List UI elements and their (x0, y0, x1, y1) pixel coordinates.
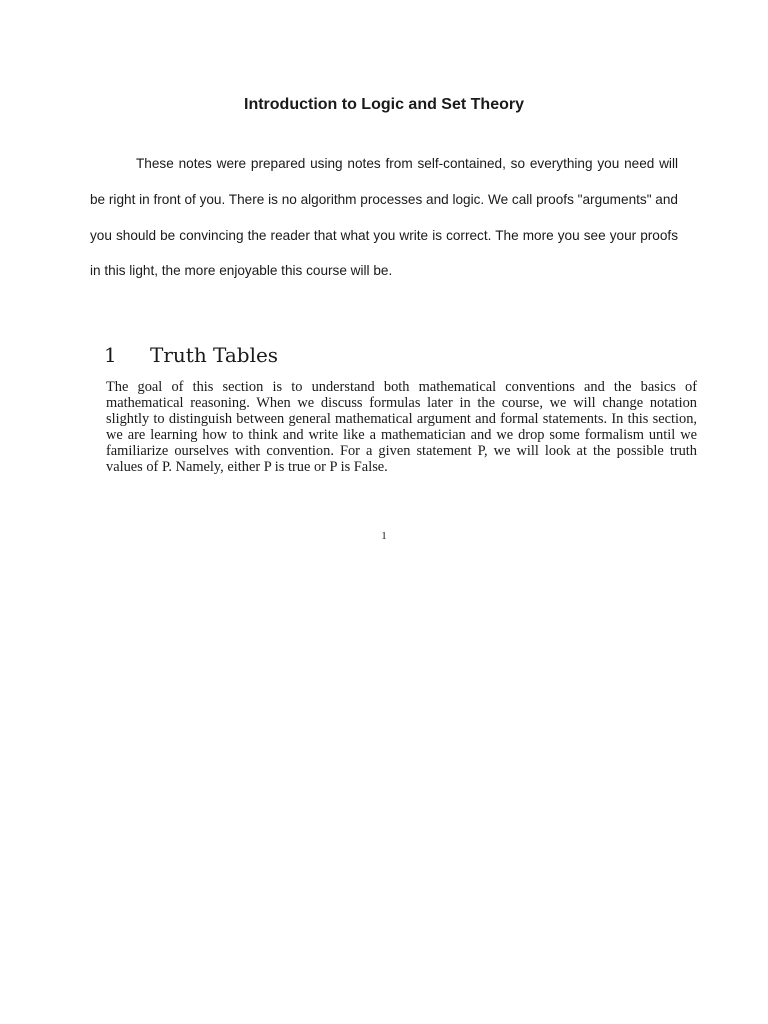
intro-paragraph: These notes were prepared using notes from self-contained, so everything you need will be right in front of you. There is no algorithm processes and logic. We call proofs "arguments" and you should be convincing the reader that what you write is correct. The more you see your proofs in this light, the more enjoyable this course will be. (90, 156, 678, 279)
section-body-paragraph: The goal of this section is to understand both mathematical conventions and the basics of mathematical reasoning. When we discuss formulas later in the course, we will change notation slightly to distinguish between general mathematical argument and formal statements. In this section, we are learning how to think and write like a mathematician and we drop some formalism until we familiarize ourselves with convention. For a given statement P, we will look at the possible truth values of P. Namely, either P is true or P is False. (106, 379, 697, 475)
page-number: 1 (381, 530, 387, 542)
section-number: 1 (104, 343, 117, 367)
document-title: Introduction to Logic and Set Theory (244, 96, 524, 113)
section-heading (104, 343, 278, 367)
section-title: Truth Tables (150, 343, 279, 367)
